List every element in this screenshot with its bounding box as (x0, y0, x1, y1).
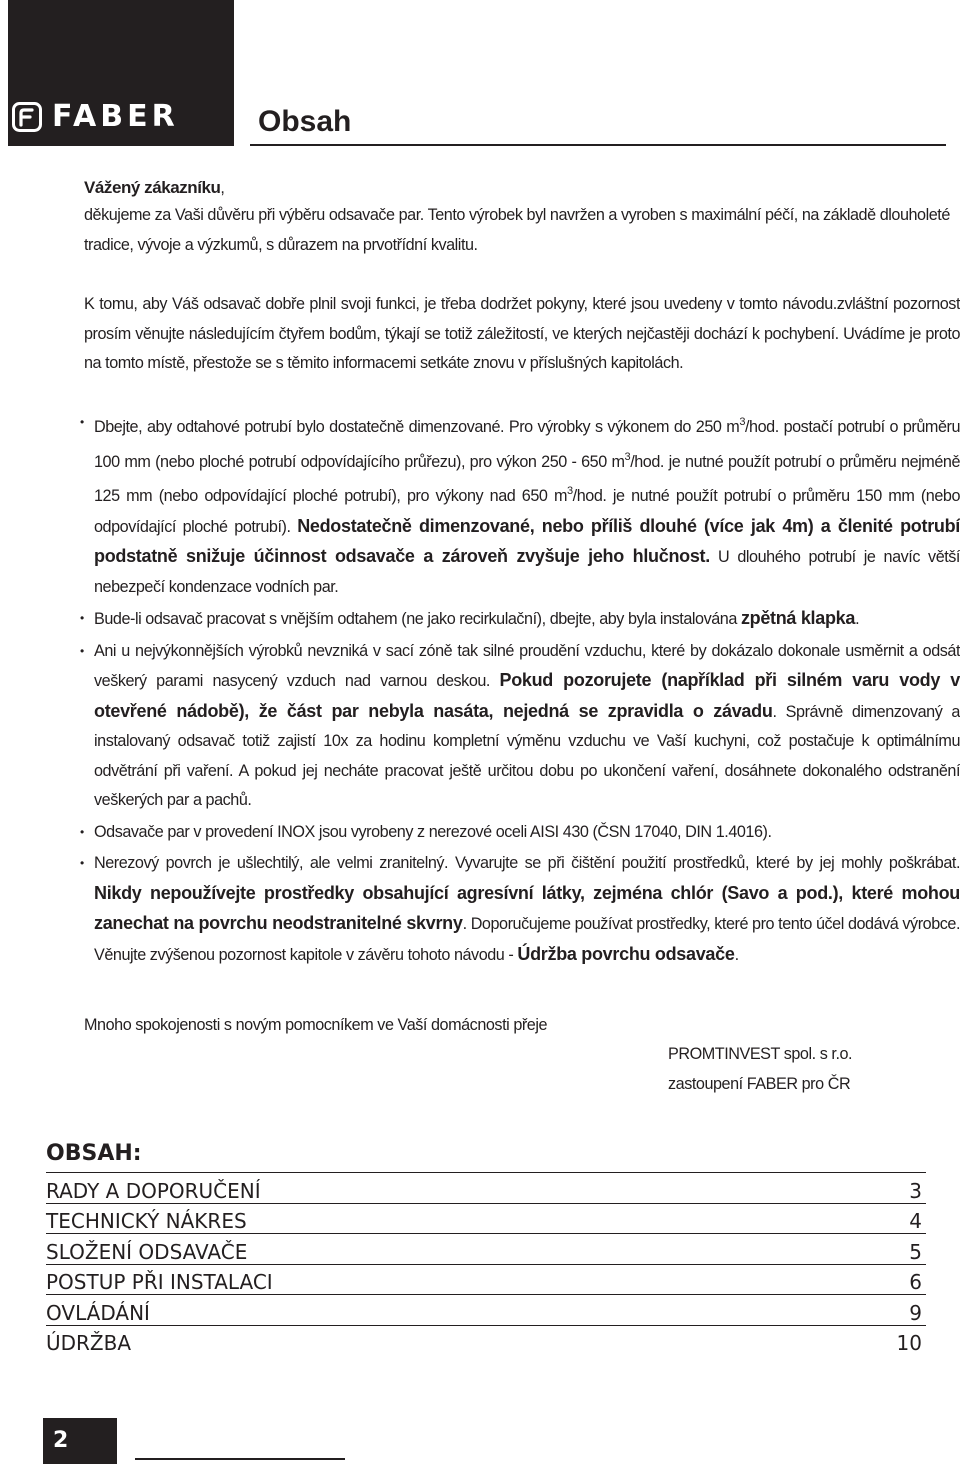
key-points-list (80, 408, 960, 972)
bullet-text: U dlouhého potrubí je navíc větší nebezpečí kondenzace vodních par. (94, 548, 960, 596)
bullet-emphasis: Údržba povrchu odsavače (517, 943, 735, 964)
brand-logo-block (8, 0, 234, 146)
toc-label: TECHNICKÝ NÁKRES (46, 1209, 247, 1233)
toc-page: 5 (909, 1239, 922, 1264)
toc-heading: OBSAH: (46, 1141, 142, 1166)
footer-divider (135, 1458, 345, 1460)
toc-entry[interactable] (46, 1325, 926, 1356)
toc-page: 6 (909, 1270, 922, 1294)
table-of-contents (46, 1172, 926, 1355)
bullet-text: . Doporučujeme používat prostředky, které pro tento účel dodává výrobce. Věnujte zvýšenou pozornost kapitole v závěru tohoto návodu - (94, 915, 960, 964)
bullet-text: /hod. postačí potrubí o průměru 100 mm (nebo ploché potrubí odpovídajícího průřezu), pro výkon 250 - 650 m (94, 418, 960, 471)
intro-paragraph-1: děkujeme za Vaši důvěru při výběru odsavače par. Tento výrobek byl navržen a vyroben s maximální péčí, na základě dlouholeté tradice, vývoje a výzkumů, s důrazem na prvotřídní kvalitu. (84, 206, 950, 254)
superscript: 3 (567, 485, 573, 497)
faber-logo-icon (12, 102, 42, 132)
bullet-text: Odsavače par v provedení INOX jsou vyrobeny z nerezové oceli AISI 430 (ČSN 17040, DIN 1.4016). (94, 822, 772, 841)
toc-entry[interactable] (46, 1203, 926, 1234)
bullet-text: /hod. je nutné použít potrubí o průměru nejméně 125 mm (nebo odpovídající ploché potrubí), pro výkony nad 650 m (94, 452, 960, 505)
bullet-text: . (855, 610, 860, 628)
toc-entry[interactable] (46, 1233, 926, 1264)
toc-entry[interactable] (46, 1264, 926, 1295)
toc-label: POSTUP PŘI INSTALACI (46, 1270, 273, 1294)
page-number: 2 (43, 1418, 117, 1464)
greeting (84, 173, 960, 204)
salutation: Vážený zákazníku (84, 178, 221, 197)
bullet-emphasis: zpětná klapka (740, 608, 856, 628)
toc-entry[interactable] (46, 1294, 926, 1325)
bullet-emphasis: Pokud pozorujete (například při silném varu vody v otevřené nádobě), že část par nebyla nasáta, nejedná se zpravidla o závadu (94, 670, 960, 721)
page-title: Obsah (258, 105, 352, 138)
bullet-text: . (734, 945, 739, 964)
brand-name: FABER (52, 99, 179, 134)
list-item (80, 408, 960, 602)
superscript: 3 (739, 416, 745, 428)
title-divider (250, 144, 946, 146)
bullet-text: /hod. je nutné použít potrubí o průměru 150 mm (nebo odpovídající ploché potrubí). (94, 487, 960, 536)
toc-page: 10 (896, 1331, 922, 1355)
signature (668, 1040, 852, 1099)
toc-page: 9 (909, 1300, 922, 1325)
bullet-emphasis: Nedostatečně dimenzované, nebo příliš dlouhé (více jak 4m) a členité potrubí podstatně snižuje účinnost odsavače a zároveň zvyšuje jeho hlučnost. (94, 515, 960, 566)
list-item (80, 818, 960, 848)
signature-role: zastoupení FABER pro ČR (668, 1074, 851, 1093)
toc-label: SLOŽENÍ ODSAVAČE (46, 1239, 248, 1264)
toc-label: ÚDRŽBA (46, 1331, 132, 1355)
list-item (80, 637, 960, 816)
bullet-text: Dbejte, aby odtahové potrubí bylo dostatečně dimenzované. Pro výrobky s výkonem do 250 m (94, 418, 740, 436)
toc-label: OVLÁDÁNÍ (46, 1300, 150, 1325)
salutation-comma: , (220, 179, 225, 197)
signature-company: PROMTINVEST spol. s r.o. (668, 1045, 853, 1063)
closing-line: Mnoho spokojenosti s novým pomocníkem ve Vaší domácnosti přeje (84, 1016, 548, 1034)
intro-paragraph-2: K tomu, aby Váš odsavač dobře plnil svoji funkci, je třeba dodržet pokyny, které jsou uvedeny v tomto návodu.zvláštní pozornost prosím věnujte následujícím čtyřem bodům, týkají se totiž záležitostí, ve kterých nejčastěji dochází k pochybení. Uvádíme je proto na tomto místě, přestože se s těmito informacemi setkáte znovu v příslušných kapitolách. (84, 295, 960, 372)
toc-page: 3 (909, 1178, 922, 1203)
bullet-text: Bude-li odsavač pracovat s vnějším odtahem (ne jako recirkulační), dbejte, aby byla instalována (94, 610, 741, 628)
toc-entry[interactable] (46, 1172, 926, 1203)
superscript: 3 (624, 450, 631, 463)
bullet-text: Ani u nejvýkonnějších výrobků nevzniká v sací zóně tak silné proudění vzduchu, které by dokázalo dokonale usměrnit a odsát veškerý parami nasycený vzduch nad varnou deskou. (94, 641, 960, 690)
bullet-text: . Správně dimenzovaný a instalovaný odsavač totiž zajistí 10x za hodinu kompletní výměnu vzduchu ve Vaší kuchyni, což postačuje k optimálnímu odvětrání při vaření. A pokud jej necháte pracovat ještě určitou dobu po ukončení vaření, dosáhnete dokonalého odstranění veškerých par a pachů. (94, 702, 960, 809)
toc-page: 4 (909, 1209, 922, 1233)
bullet-emphasis: Nikdy nepoužívejte prostředky obsahující agresívní látky, zejména chlór (Savo a pod.), které mohou zanechat na povrchu neodstranitelné skvrny (94, 882, 960, 933)
list-item (80, 849, 960, 970)
toc-label: RADY A DOPORUČENÍ (46, 1178, 261, 1203)
bullet-text: Nerezový povrch je ušlechtilý, ale velmi zranitelný. Vyvarujte se při čištění použití prostředků, které by jej mohly poškrábat. (94, 854, 960, 872)
list-item (80, 604, 960, 635)
